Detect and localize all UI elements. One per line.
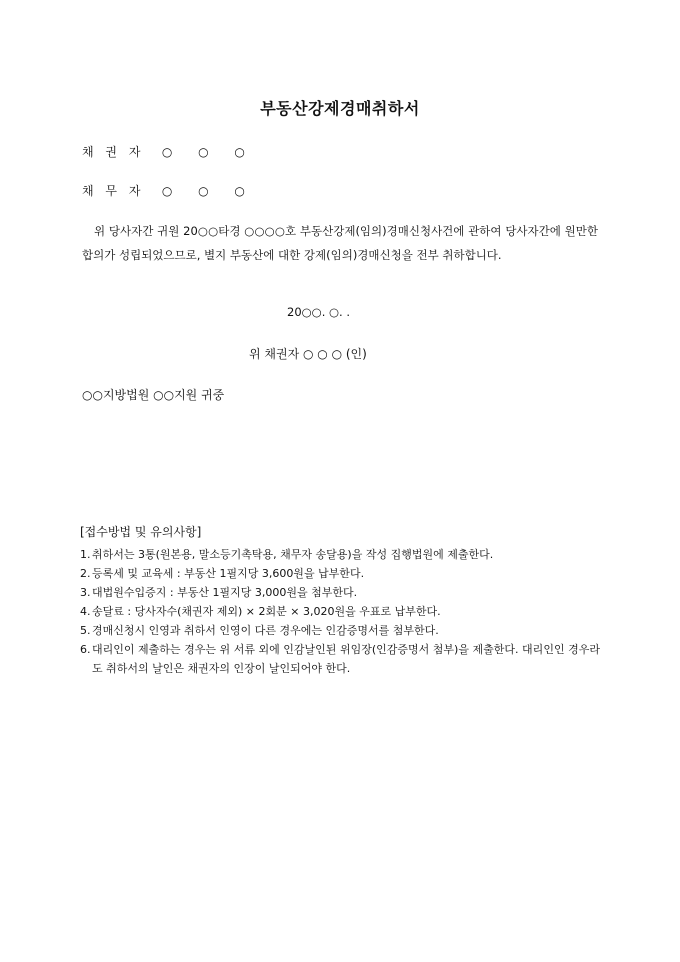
note-number: 4. xyxy=(80,605,91,618)
note-item xyxy=(80,621,600,640)
note-item xyxy=(80,640,600,678)
creditor-signature: 위 채권자 ○ ○ ○ (인) xyxy=(249,347,367,361)
note-number: 2. xyxy=(80,567,91,580)
debtor-label: 채 무 자 xyxy=(82,184,145,198)
note-text: 경매신청시 인영과 취하서 인영이 다른 경우에는 인감증명서를 첨부한다. xyxy=(92,624,439,637)
note-item xyxy=(80,583,600,602)
note-number: 6. xyxy=(80,643,91,656)
document-title: 부동산강제경매취하서 xyxy=(260,99,420,118)
debtor-row xyxy=(82,182,245,199)
creditor-name: ○ ○ ○ xyxy=(161,145,245,159)
note-number: 1. xyxy=(80,548,91,561)
note-text: 취하서는 3통(원본용, 말소등기촉탁용, 채무자 송달용)을 작성 집행법원에 제출한다. xyxy=(92,548,494,561)
note-item xyxy=(80,602,600,621)
note-text: 대리인이 제출하는 경우는 위 서류 외에 인감날인된 위임장(인감증명서 첨부)을 제출한다. 대리인인 경우라도 취하서의 날인은 채권자의 인장이 날인되어야 한다. xyxy=(92,643,600,675)
creditor-label: 채 권 자 xyxy=(82,145,145,159)
note-number: 5. xyxy=(80,624,91,637)
note-number: 3. xyxy=(80,586,91,599)
document-date: 20○○. ○. . xyxy=(287,305,351,319)
note-item xyxy=(80,545,600,564)
note-item xyxy=(80,564,600,583)
note-text: 대법원수입증지 : 부동산 1필지당 3,000원을 첨부한다. xyxy=(92,586,358,599)
withdrawal-statement: 위 당사자간 귀원 20○○타경 ○○○○호 부동산강제(임의)경매신청사건에 관하여 당사자간에 원만한 합의가 성립되었으므로, 별지 부동산에 대한 강제(임의)경매신청을 전부 취하합니다. xyxy=(82,224,598,262)
notes-list xyxy=(80,545,600,678)
creditor-row xyxy=(82,143,245,160)
note-text: 등록세 및 교육세 : 부동산 1필지당 3,600원을 납부한다. xyxy=(92,567,365,580)
court-addressee: ○○지방법원 ○○지원 귀중 xyxy=(82,388,225,402)
note-text: 송달료 : 당사자수(채권자 제외) × 2회분 × 3,020원을 우표로 납부한다. xyxy=(92,605,441,618)
debtor-name: ○ ○ ○ xyxy=(161,184,245,198)
notes-heading: [접수방법 및 유의사항] xyxy=(80,525,202,539)
